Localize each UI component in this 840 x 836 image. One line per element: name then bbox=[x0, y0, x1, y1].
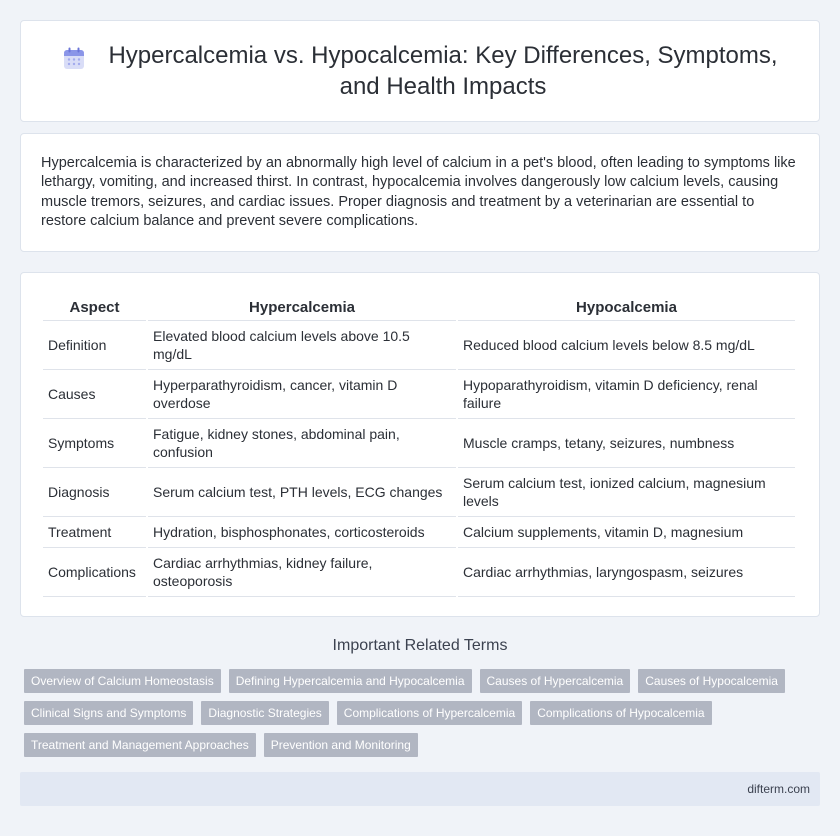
tag-link[interactable]: Causes of Hypercalcemia bbox=[480, 669, 631, 693]
row-hypercalcemia: Serum calcium test, PTH levels, ECG changes bbox=[148, 468, 456, 517]
row-hypercalcemia: Elevated blood calcium levels above 10.5 mg/dL bbox=[148, 321, 456, 370]
tag-link[interactable]: Clinical Signs and Symptoms bbox=[24, 701, 193, 725]
header-aspect: Aspect bbox=[43, 295, 146, 321]
row-hypocalcemia: Muscle cramps, tetany, seizures, numbness bbox=[458, 419, 795, 468]
row-aspect: Diagnosis bbox=[43, 468, 146, 517]
tag-row bbox=[24, 701, 824, 725]
table-header-row bbox=[43, 295, 795, 321]
row-hypercalcemia: Hydration, bisphosphonates, corticosteroids bbox=[148, 517, 456, 548]
tag-link[interactable]: Defining Hypercalcemia and Hypocalcemia bbox=[229, 669, 472, 693]
tag-link[interactable]: Overview of Calcium Homeostasis bbox=[24, 669, 221, 693]
summary-card bbox=[20, 133, 820, 252]
tag-link[interactable]: Complications of Hypercalcemia bbox=[337, 701, 522, 725]
table-row bbox=[43, 468, 795, 517]
row-aspect: Treatment bbox=[43, 517, 146, 548]
tag-link[interactable]: Diagnostic Strategies bbox=[201, 701, 328, 725]
row-hypocalcemia: Serum calcium test, ionized calcium, magnesium levels bbox=[458, 468, 795, 517]
comparison-table bbox=[41, 295, 797, 597]
row-hypercalcemia: Fatigue, kidney stones, abdominal pain, confusion bbox=[148, 419, 456, 468]
row-hypocalcemia: Calcium supplements, vitamin D, magnesium bbox=[458, 517, 795, 548]
tag-link[interactable]: Prevention and Monitoring bbox=[264, 733, 418, 757]
calendar-icon bbox=[61, 45, 87, 71]
tag-link[interactable]: Causes of Hypocalcemia bbox=[638, 669, 785, 693]
related-terms-title: Important Related Terms bbox=[332, 637, 508, 654]
related-terms-tags bbox=[24, 669, 824, 765]
row-hypercalcemia: Cardiac arrhythmias, kidney failure, osteoporosis bbox=[148, 548, 456, 597]
page-title: Hypercalcemia vs. Hypocalcemia: Key Differences, Symptoms, and Health Impacts bbox=[108, 42, 778, 100]
table-row bbox=[43, 370, 795, 419]
row-aspect: Complications bbox=[43, 548, 146, 597]
row-hypocalcemia: Hypoparathyroidism, vitamin D deficiency, renal failure bbox=[458, 370, 795, 419]
table-row bbox=[43, 548, 795, 597]
table-row bbox=[43, 419, 795, 468]
footer-site-link[interactable]: difterm.com bbox=[747, 782, 810, 796]
header-card bbox=[20, 20, 820, 122]
row-hypocalcemia: Reduced blood calcium levels below 8.5 mg/dL bbox=[458, 321, 795, 370]
header-hypocalcemia: Hypocalcemia bbox=[458, 295, 795, 321]
tag-row bbox=[24, 733, 824, 757]
table-row bbox=[43, 517, 795, 548]
tag-row bbox=[24, 669, 824, 693]
footer bbox=[20, 772, 820, 806]
summary-text: Hypercalcemia is characterized by an abnormally high level of calcium in a pet's blood, often leading to symptoms like lethargy, vomiting, and increased thirst. In contrast, hypocalcemia involves dangerously low calcium levels, causing muscle tremors, seizures, and cardiac issues. Proper diagnosis and treatment by a veterinarian are essential to restore calcium balance and prevent severe complications. bbox=[41, 155, 796, 230]
row-aspect: Causes bbox=[43, 370, 146, 419]
header-hypercalcemia: Hypercalcemia bbox=[148, 295, 456, 321]
tag-link[interactable]: Complications of Hypocalcemia bbox=[530, 701, 711, 725]
row-hypercalcemia: Hyperparathyroidism, cancer, vitamin D overdose bbox=[148, 370, 456, 419]
row-aspect: Definition bbox=[43, 321, 146, 370]
row-hypocalcemia: Cardiac arrhythmias, laryngospasm, seizures bbox=[458, 548, 795, 597]
tag-link[interactable]: Treatment and Management Approaches bbox=[24, 733, 256, 757]
comparison-table-card bbox=[20, 272, 820, 617]
table-row bbox=[43, 321, 795, 370]
row-aspect: Symptoms bbox=[43, 419, 146, 468]
